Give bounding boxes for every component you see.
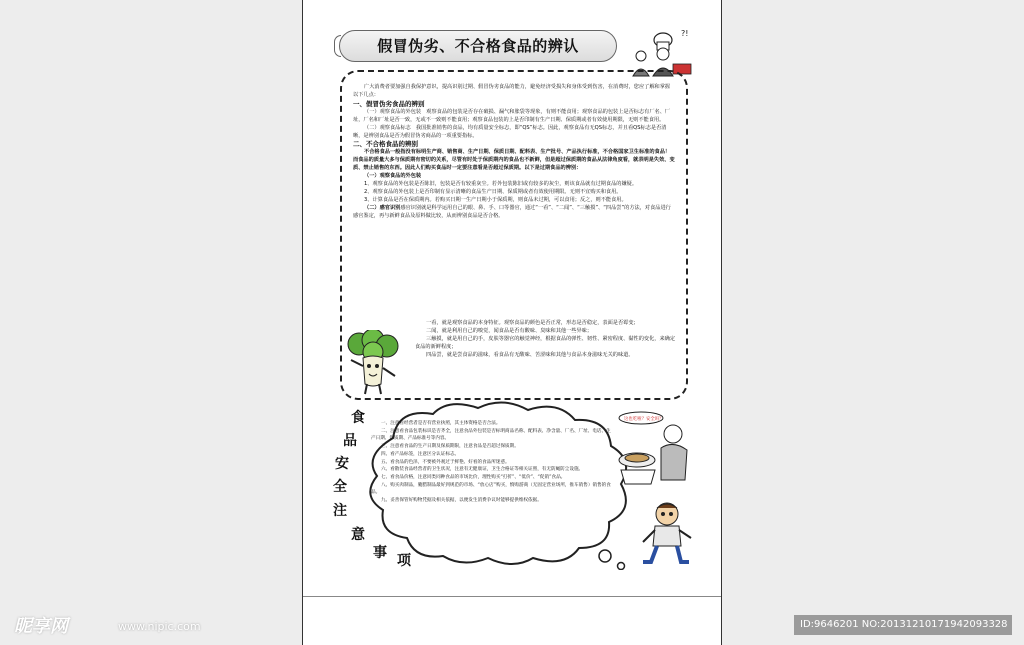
diner-illustration <box>615 410 695 488</box>
safety-title-char: 全 <box>333 479 347 495</box>
section2-heading: 二、不合格食品的辨别 <box>353 140 418 149</box>
sense-taste: 四品尝，就是尝食品的滋味，看食品有无酸味、苦涩味和其他与食品本身滋味无关的味道。 <box>426 351 634 358</box>
section2-sub2: （二）感官识别 <box>364 204 401 211</box>
broccoli-mascot <box>343 330 401 398</box>
main-text <box>353 84 675 221</box>
poster-page <box>302 0 722 645</box>
section2-item3: 3、计算食品是否在保质期内。若购买日期一生产日期小于保质期，则食品未过期，可以食用；反之，则不能食用。 <box>364 196 627 203</box>
section1-heading: 一、假冒伪劣食品的辨别 <box>353 99 425 108</box>
watermark-url: www.nipic.com <box>118 620 201 633</box>
safety-title-char: 安 <box>335 456 349 472</box>
man-illustration <box>637 500 695 566</box>
watermark-id: ID:9646201 NO:20131210171942093328 <box>794 615 1012 635</box>
section2-item2: 2、观察食品的外包装上是否印制有显示清晰的食品生产日期、保质期或者有效使用期限。无则不宜购买和食用。 <box>364 188 622 195</box>
safety-title-char: 食 <box>351 410 365 426</box>
safety-item: 二、注意看食品包装标识是否齐全，注意食品外包装是否标明商品名称、配料表、净含量、厂名、厂址、电话、生产日期、保质期、产品标准号等内容。 <box>371 428 611 442</box>
speech-bubble-text: 这也吃啦？安全吗？ <box>624 417 664 422</box>
section2-sub2-text: 感官识别就是科学运用自己的眼、鼻、手、口等器官，通过“一看”、“二闻”、“三触摸”、“四品尝”的方法，对食品进行感官鉴定，再与新鲜食品及原料做比较，从而辨别食品是否合格。 <box>353 204 671 219</box>
safety-item: 五、看食品的色泽，不要被外观过于鲜艳、好看的食品所迷惑。 <box>381 459 510 465</box>
safety-title-char: 意 <box>351 527 365 543</box>
safety-item: 九、妥善保管好购物凭据及相关依据，以便发生消费争议时能够提供维权依据。 <box>381 498 542 504</box>
section1-para1: （一）观察食品的外包装 观察食品的包装是否存在破损、漏气和胀袋等现象，有则不能食用；观察食品的包装上是否标志有厂名、厂址，厂名和厂址是否一致，无或不一致则不能食用；观察食品包装的上是否印制有生产日期、保质期或者有效使用期限，无则不能食用。 <box>353 108 671 123</box>
watermark-logo: 昵享网 <box>14 616 68 637</box>
safety-item: 七、看食品价格，注意同类同种食品的市场比价，理性购买“打折”、“低价”、“促销”食品。 <box>381 474 566 480</box>
safety-items <box>371 420 613 505</box>
sense-smell: 二闻，就是利用自己的嗅觉，闻食品是否有酸味、臭味和其他一些异味； <box>426 327 593 334</box>
sense-list <box>415 320 677 360</box>
safety-title-char: 项 <box>397 553 411 569</box>
poster-title: 假冒伪劣、不合格食品的辨认 <box>377 37 579 55</box>
section2-sub1: （一）观察食品的外包装 <box>364 173 422 180</box>
safety-item: 四、看产品标签，注意区分认证标志。 <box>381 451 460 457</box>
safety-title-char: 品 <box>343 433 357 449</box>
safety-item: 六、看散装食品经营者的卫生状况，注意有无健康证，卫生合格证等相关证照，有无防蝇防尘设施。 <box>381 467 584 473</box>
safety-item: 三、注意看食品的生产日期及保质期限，注意食品是否超过保质期。 <box>381 444 519 450</box>
safety-title-char: 注 <box>333 503 347 519</box>
svg-text:?!: ?! <box>681 29 689 38</box>
safety-item: 一、注意看经营者是否有营业执照，其主体资格是否合法。 <box>381 421 501 426</box>
section2-para1: 不合格食品一般指没有标明生产商、销售商、生产日期、保质日期、配料表、生产批号、产品执行标准，不合格国家卫生标准的食品！而食品的质量大多与保质期有密切的关系，尽管有时处于保质期内的食品也不新鲜，但是超过保质期的食品从法律角度看，就表明是失效、变质、禁止销售的东西。因此人们购买食品时一定要注意看是否超过保质期。以下是过期食品的辨别： <box>353 149 675 172</box>
safety-item: 八、购买肉制品，腌腊制品最好到规范的市场、“放心店”购买，慎购游商（无固定营业场所，推车销售）销售的食品。 <box>371 482 611 496</box>
safety-title-char: 事 <box>373 545 387 561</box>
intro-text: 广大消费者要加强自我保护意识，提高识别过期、假冒伪劣食品的能力，避免经济受损失和身体受到伤害，在消费时，您应了解和掌握以下几点： <box>353 84 671 98</box>
sense-look: 一看，就是观察食品的本身特征。观察食品的颜色是否正常，形态是否稳定，表面是否霉变； <box>426 320 639 326</box>
bottom-divider <box>303 596 721 597</box>
title-banner <box>339 30 617 62</box>
section2-item1: 1、观察食品的外包装是否陈旧，包装是否有较重灰尘。若外包装陈旧或有较多的灰尘，则该食品就有过期食品的嫌疑。 <box>364 181 638 188</box>
section1-para2: （二）观察食品标志 我国批准销售的食品，均有质量安全标志，即“QS”标志。因此，观察食品有无QS标志，并且看QS标志是否清晰，是辨别食品是否为假冒伪劣商品的一项重要指标。 <box>353 124 667 139</box>
sense-touch: 三触摸，就是用自己的手，皮肤等器官的触觉神经，根据食品的弹性、韧性、紧密程度、黏性的变化，来确定食品的新鲜程度； <box>415 335 676 350</box>
